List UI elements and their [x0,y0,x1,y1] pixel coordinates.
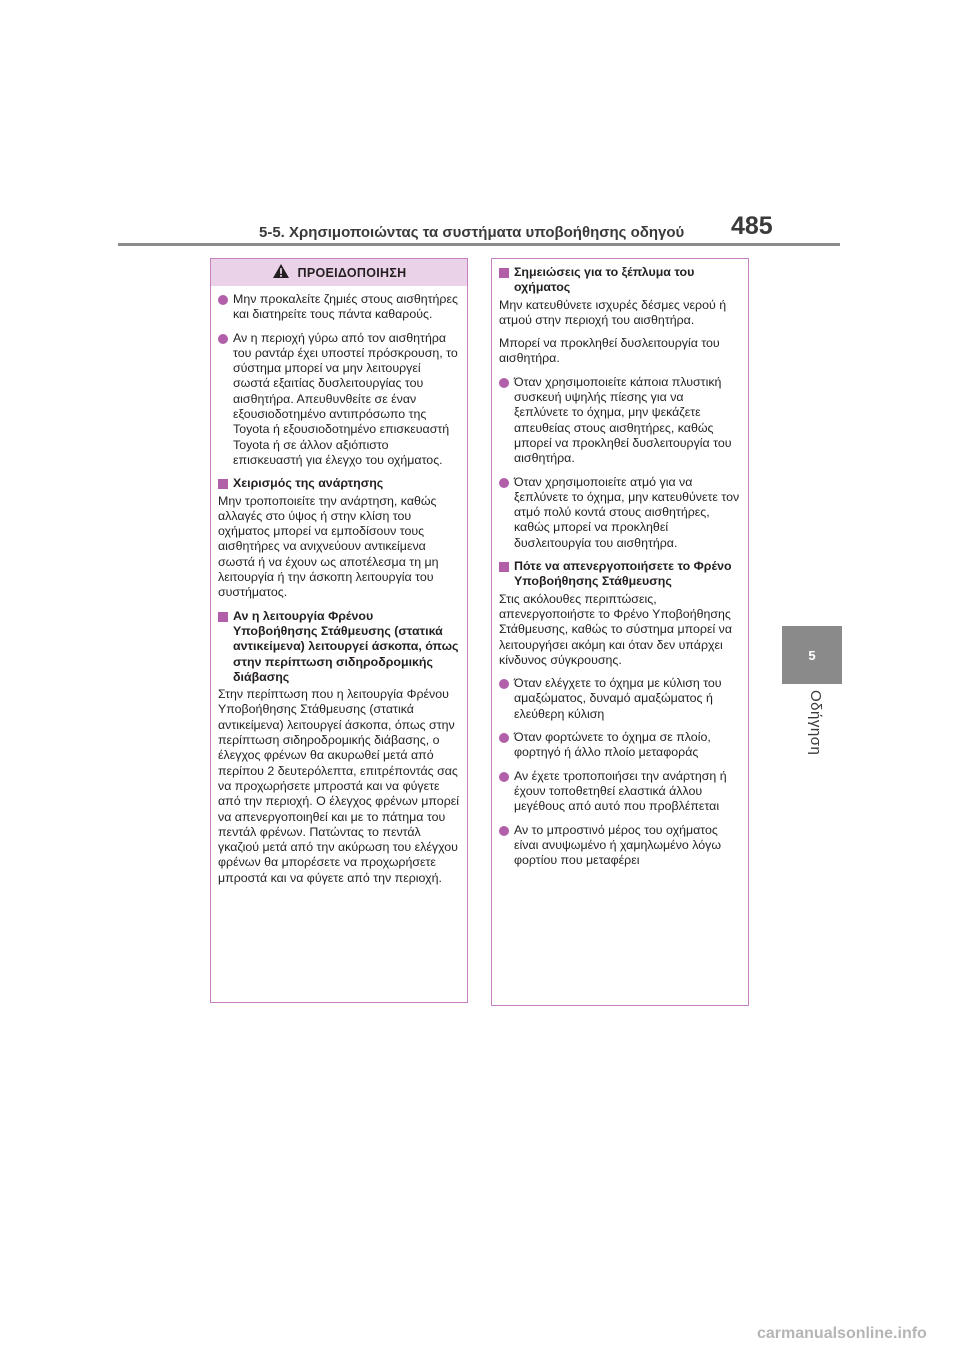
warning-bullet-text: Αν η περιοχή γύρω από τον αισθητήρα του ραντάρ έχει υποστεί πρόσκρουση, το σύστημα μπορεί να μην λειτουργεί σωστά εξαιτίας δυσλειτουργίας του αισθητήρα. Απευθυνθείτε σε έναν εξουσιοδοτημένο αντιπρόσωπο της Toyota ή εξουσιοδοτημένο επισκευαστή Toyota ή σε άλλον αξιόπιστο επισκευαστή για έλεγχο του οχήματος. [233,330,458,467]
bullet-dot-icon [218,295,228,305]
chapter-name: Οδήγηση [807,690,824,756]
suspension-text: Μην τροποποιείτε την ανάρτηση, καθώς αλλαγές στο ύψος ή στην κλίση του οχήματος μπορεί να εμποδίσουν τους αισθητήρες να ανιχνεύουν αντικείμενα σωστά ή να έχουν ως αποτέλεσμα τη μη λειτουργία ή την άσκοπη λειτουργία του συστήματος. [218,493,439,600]
wash-heading-text: Σημειώσεις για το ξέπλυμα του οχήματος [514,265,695,295]
crossing-heading [218,609,460,685]
disable-bullet [499,730,741,761]
chapter-number: 5 [808,647,816,663]
bullet-dot-icon [499,378,509,388]
warning-triangle-icon [272,263,290,282]
wash-paragraph: Μην κατευθύνετε ισχυρές δέσμες νερού ή ατμού στην περιοχή του αισθητήρα. [499,297,727,327]
wash-paragraph: Μπορεί να προκληθεί δυσλειτουργία του αισθητήρα. [499,336,720,366]
warning-bullet-text: Μην προκαλείτε ζημιές στους αισθητήρες και διατηρείτε τους πάντα καθαρούς. [233,292,458,322]
disable-bullet [499,769,741,815]
bullet-dot-icon [499,679,509,689]
disable-heading-text: Πότε να απενεργοποιήσετε το Φρένο Υποβοήθησης Στάθμευσης [514,559,732,589]
section-square-icon [218,612,228,622]
notes-box [491,258,749,1006]
suspension-heading-text: Χειρισμός της ανάρτησης [233,476,384,491]
wash-bullet-text: Όταν χρησιμοποιείτε κάποια πλυστική συσκευή υψηλής πίεσης για να ξεπλύνετε το όχημα, μην ψεκάζετε απευθείας στους αισθητήρες, καθώς μπορεί να προκληθεί δυσλειτουργία του αισθητήρα. [514,374,732,466]
wash-bullet [499,475,741,551]
bullet-dot-icon [499,772,509,782]
disable-text: Στις ακόλουθες περιπτώσεις, απενεργοποιήστε το Φρένο Υποβοήθησης Στάθμευσης, καθώς το σύστημα μπορεί να λειτουργήσει ακόμη και όταν δεν υπάρχει κίνδυνος σύγκρουσης. [499,591,733,667]
chapter-tab[interactable] [782,626,842,684]
wash-bullet-text: Όταν χρησιμοποιείτε ατμό για να ξεπλύνετε το όχημα, μην κατευθύνετε τον ατμό πολύ κοντά στους αισθητήρες, καθώς μπορεί να προκληθεί δυσλειτουργία του αισθητήρα. [514,474,740,550]
warning-bullet [218,331,460,469]
section-square-icon [499,562,509,572]
section-square-icon [499,268,509,278]
crossing-heading-text: Αν η λειτουργία Φρένου Υποβοήθησης Στάθμευσης (στατικά αντικείμενα) λειτουργεί άσκοπα, όπως στην περίπτωση σιδηροδρομικής διάβασης [233,608,459,684]
section-square-icon [218,479,228,489]
warning-title: ΠΡΟΕΙΔΟΠΟΙΗΣΗ [297,265,407,280]
warning-bullet [218,292,460,323]
bullet-dot-icon [218,334,228,344]
section-title: 5-5. Χρησιμοποιώντας τα συστήματα υποβοήθησης οδηγού [259,224,685,241]
header-divider [118,243,840,246]
disable-bullet [499,823,741,869]
warning-header [211,259,467,286]
wash-bullet [499,375,741,467]
bullet-dot-icon [499,826,509,836]
disable-bullet [499,676,741,722]
disable-bullet-text: Όταν ελέγχετε το όχημα με κύλιση του αμαξώματος, δυναμό αμαξώματος ή ελεύθερη κύλιση [514,676,722,721]
suspension-heading [218,476,460,491]
watermark: carmanualsonline.info [757,1325,927,1342]
disable-bullet-text: Όταν φορτώνετε το όχημα σε πλοίο, φορτηγό ή άλλο πλοίο μεταφοράς [514,730,711,760]
page-number: 485 [731,212,773,240]
warning-box [210,258,468,1003]
disable-bullet-text: Αν έχετε τροποποιήσει την ανάρτηση ή έχουν τοποθετηθεί ελαστικά άλλου μεγέθους από αυτό που προβλέπεται [514,768,727,814]
disable-heading [499,559,741,590]
wash-heading [499,265,741,296]
crossing-text: Στην περίπτωση που η λειτουργία Φρένου Υποβοήθησης Στάθμευσης (στατικά αντικείμενα) λειτουργεί άσκοπα, όπως στην περίπτωση σιδηροδρομικής διάβασης, ο έλεγχος φρένων θα ακυρωθεί μετά από περίπου 2 δευτερόλεπτα, επιτρέποντάς σας να προχωρήσετε μπροστά και να φύγετε από την περιοχή. Ο έλεγχος φρένων μπορεί να απενεργοποιηθεί και με το πάτημα του πεντάλ φρένων. Πατώντας το πεντάλ γκαζιού μετά από την ακύρωση του ελέγχου φρένων θα μπορέσετε να προχωρήσετε μπροστά και να φύγετε από την περιοχή. [218,687,460,885]
bullet-dot-icon [499,478,509,488]
bullet-dot-icon [499,733,509,743]
disable-bullet-text: Αν το μπροστινό μέρος του οχήματος είναι ανυψωμένο ή χαμηλωμένο λόγω φορτίου που μεταφέρει [514,822,722,868]
